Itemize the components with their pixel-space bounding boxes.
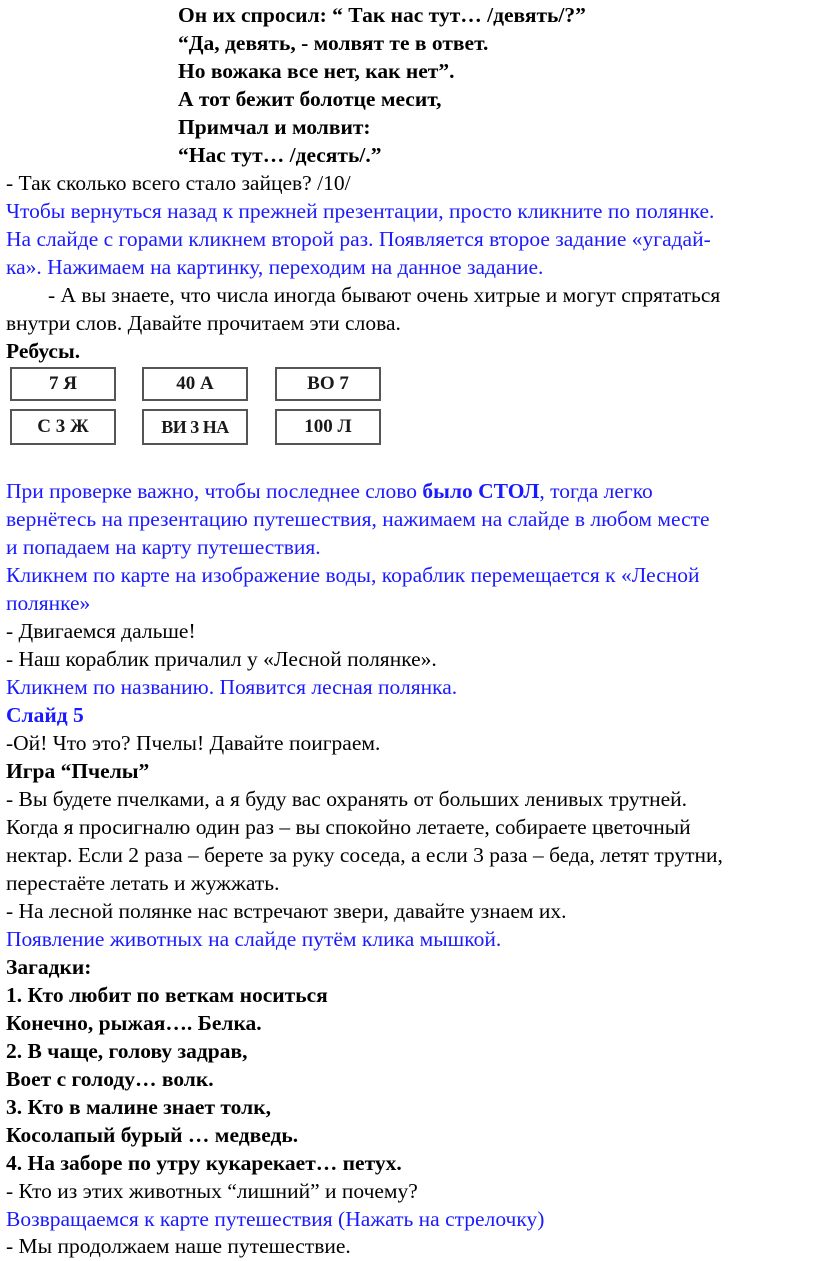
riddle-line-1: 1. Кто любит по веткам носиться: [6, 983, 328, 1007]
rebus-box-6: 100 Л: [275, 409, 381, 445]
animals-appear-line: Появление животных на слайде путём клика мышкой.: [6, 927, 502, 951]
poem-line-3: Но вожака все нет, как нет”.: [178, 59, 455, 83]
rebus-box-1: 7 Я: [10, 367, 116, 401]
poem-line-4: А тот бежит болотце месит,: [178, 87, 442, 111]
check-line-1-bold: было СТОЛ: [422, 479, 540, 503]
instruction-line-1: Чтобы вернуться назад к прежней презентации, просто кликните по полянке.: [6, 199, 715, 223]
rebus-box-4: С 3 Ж: [10, 409, 116, 445]
poem-line-5: Примчал и молвит:: [178, 115, 371, 139]
rebus-grid: [10, 367, 382, 445]
continue-trip-line: - Мы продолжаем наше путешествие.: [6, 1234, 351, 1258]
check-line-2: вернётесь на презентацию путешествия, нажимаем на слайде в любом месте: [6, 507, 710, 531]
check-line-1-start: При проверке важно, чтобы последнее слово: [6, 479, 423, 503]
meet-animals-line: - На лесной полянке нас встречают звери, давайте узнаем их.: [6, 899, 567, 923]
game-rules-line-1: - Вы будете пчелками, а я буду вас охранять от больших ленивых трутней.: [6, 787, 688, 811]
bees-intro-line: -Ой! Что это? Пчелы! Давайте поиграем.: [6, 731, 381, 755]
odd-one-line: - Кто из этих животных “лишний” и почему?: [6, 1179, 418, 1203]
check-line-1-end: , тогда легко: [539, 479, 653, 503]
question-hares: - Так сколько всего стало зайцев? /10/: [6, 171, 351, 195]
click-title-line: Кликнем по названию. Появится лесная полянка.: [6, 675, 458, 699]
riddle-line-5: 3. Кто в малине знает толк,: [6, 1095, 271, 1119]
game-rules-line-3: нектар. Если 2 раза – берете за руку соседа, а если 3 раза – беда, летят трутни,: [6, 843, 723, 867]
rebus-box-2: 40 А: [142, 367, 248, 401]
poem-line-6: “Нас тут… /десять/.”: [178, 143, 382, 167]
check-line-1: [6, 478, 653, 505]
numbers-intro-line-1: - А вы знаете, что числа иногда бывают очень хитрые и могут спрятаться: [48, 283, 721, 307]
poem-line-2: “Да, девять, - молвят те в ответ.: [178, 31, 489, 55]
poem-line-1: Он их спросил: “ Так нас тут… /девять/?”: [178, 3, 586, 27]
instruction-line-3: ка». Нажимаем на картинку, переходим на данное задание.: [6, 255, 544, 279]
game-rules-line-4: перестаёте летать и жужжать.: [6, 871, 280, 895]
slide-label: Слайд 5: [6, 703, 84, 727]
game-title: Игра “Пчелы”: [6, 759, 150, 783]
rebus-title: Ребусы.: [6, 339, 81, 363]
riddle-line-3: 2. В чаще, голову задрав,: [6, 1039, 248, 1063]
rebus-box-3: ВО 7: [275, 367, 381, 401]
riddle-line-7: 4. На заборе по утру кукарекает… петух.: [6, 1151, 402, 1175]
click-map-line-2: полянке»: [6, 591, 91, 615]
check-line-3: и попадаем на карту путешествия.: [6, 535, 321, 559]
rebus-box-5: ВИ 3 НА: [142, 409, 248, 445]
numbers-intro-line-2: внутри слов. Давайте прочитаем эти слова.: [6, 311, 401, 335]
game-rules-line-2: Когда я просигналю один раз – вы спокойно летаете, собираете цветочный: [6, 815, 691, 839]
riddle-line-4: Воет с голоду… волк.: [6, 1067, 214, 1091]
docked-line: - Наш кораблик причалил у «Лесной полянке».: [6, 647, 437, 671]
back-to-map-line: Возвращаемся к карте путешествия (Нажать на стрелочку): [6, 1207, 545, 1231]
riddle-line-2: Конечно, рыжая…. Белка.: [6, 1011, 262, 1035]
click-map-line-1: Кликнем по карте на изображение воды, кораблик перемещается к «Лесной: [6, 563, 700, 587]
riddle-line-6: Косолапый бурый … медведь.: [6, 1123, 299, 1147]
move-on-line: - Двигаемся дальше!: [6, 619, 196, 643]
instruction-line-2: На слайде с горами кликнем второй раз. Появляется второе задание «угадай-: [6, 227, 711, 251]
riddles-title: Загадки:: [6, 955, 92, 979]
